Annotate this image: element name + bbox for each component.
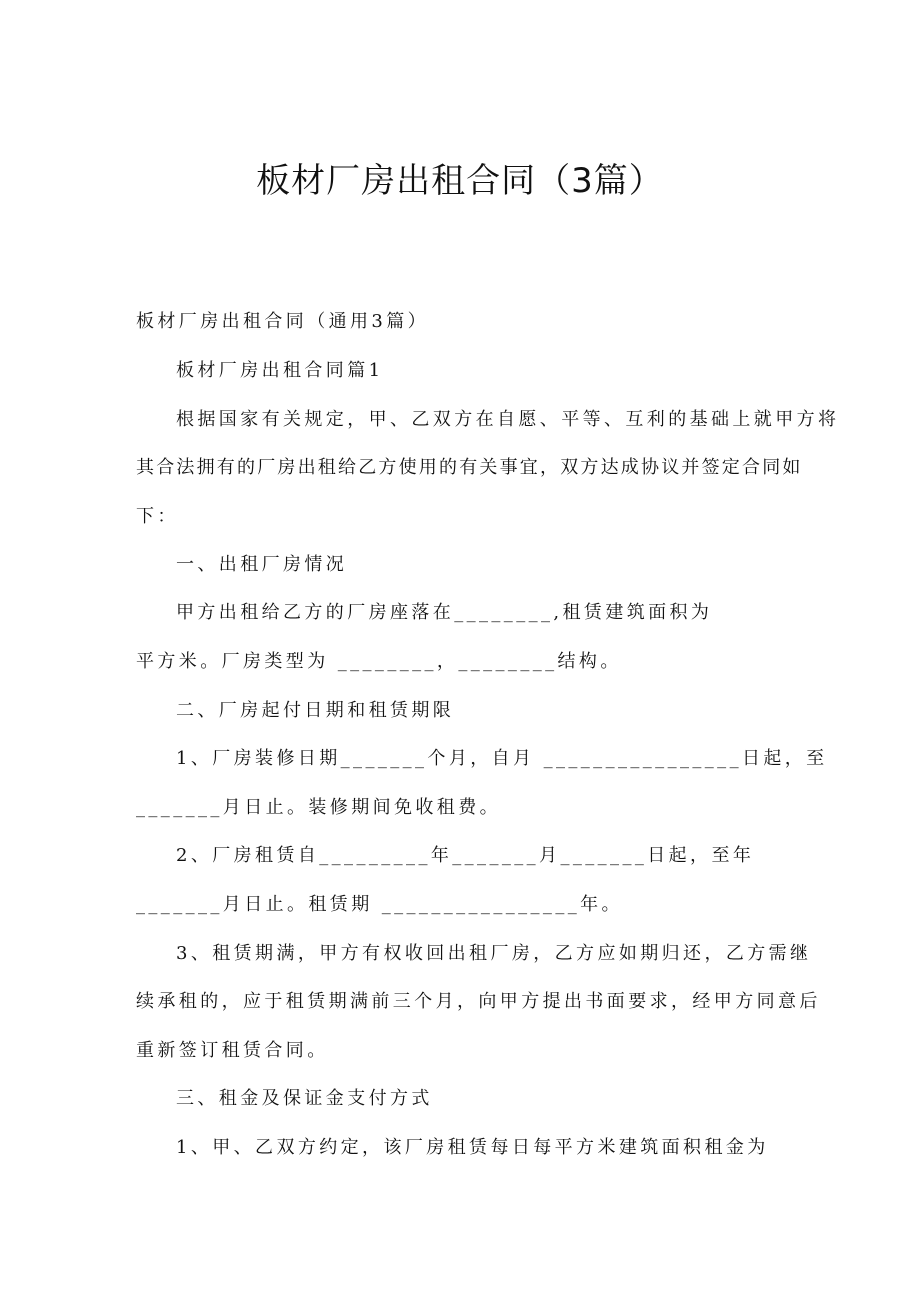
paragraph-intro-line1: 根据国家有关规定，甲、乙双方在自愿、平等、互利的基础上就甲方将 [176,409,840,430]
clause-lease-term-line1: 2、厂房租赁自_________年_______月_______日起，至年 [176,845,755,866]
clause-lease-term-line2: _______月日止。租赁期 ________________年。 [136,894,623,915]
clause-expiry-line3: 重新签订租赁合同。 [136,1040,329,1061]
heading-dates-and-term: 二、厂房起付日期和租赁期限 [176,700,455,721]
clause-rent-line1: 1、甲、乙双方约定，该厂房租赁每日每平方米建筑面积租金为 [176,1137,769,1158]
paragraph-intro-line2: 其合法拥有的厂房出租给乙方使用的有关事宜，双方达成协议并签定合同如 [136,457,803,478]
clause-decoration-line2: _______月日止。装修期间免收租费。 [136,797,501,818]
heading-rent-and-deposit: 三、租金及保证金支付方式 [176,1088,433,1109]
paragraph-location-line1: 甲方出租给乙方的厂房座落在________,租赁建筑面积为 [176,602,713,623]
clause-expiry-line1: 3、租赁期满，甲方有权收回出租厂房，乙方应如期归还，乙方需继 [176,943,812,964]
paragraph-intro-line3: 下： [136,506,179,527]
section-heading-part1: 板材厂房出租合同篇1 [176,360,384,381]
document-title: 板材厂房出租合同（3篇） [256,161,664,201]
clause-decoration-line1: 1、厂房装修日期_______个月，自月 ________________日起，至 [176,748,828,769]
paragraph-location-line2: 平方米。厂房类型为 ________，________结构。 [136,651,622,672]
heading-rental-situation: 一、出租厂房情况 [176,554,348,575]
clause-expiry-line2: 续承租的，应于租赁期满前三个月，向甲方提出书面要求，经甲方同意后 [136,991,821,1012]
document-subtitle: 板材厂房出租合同（通用3篇） [136,311,430,332]
